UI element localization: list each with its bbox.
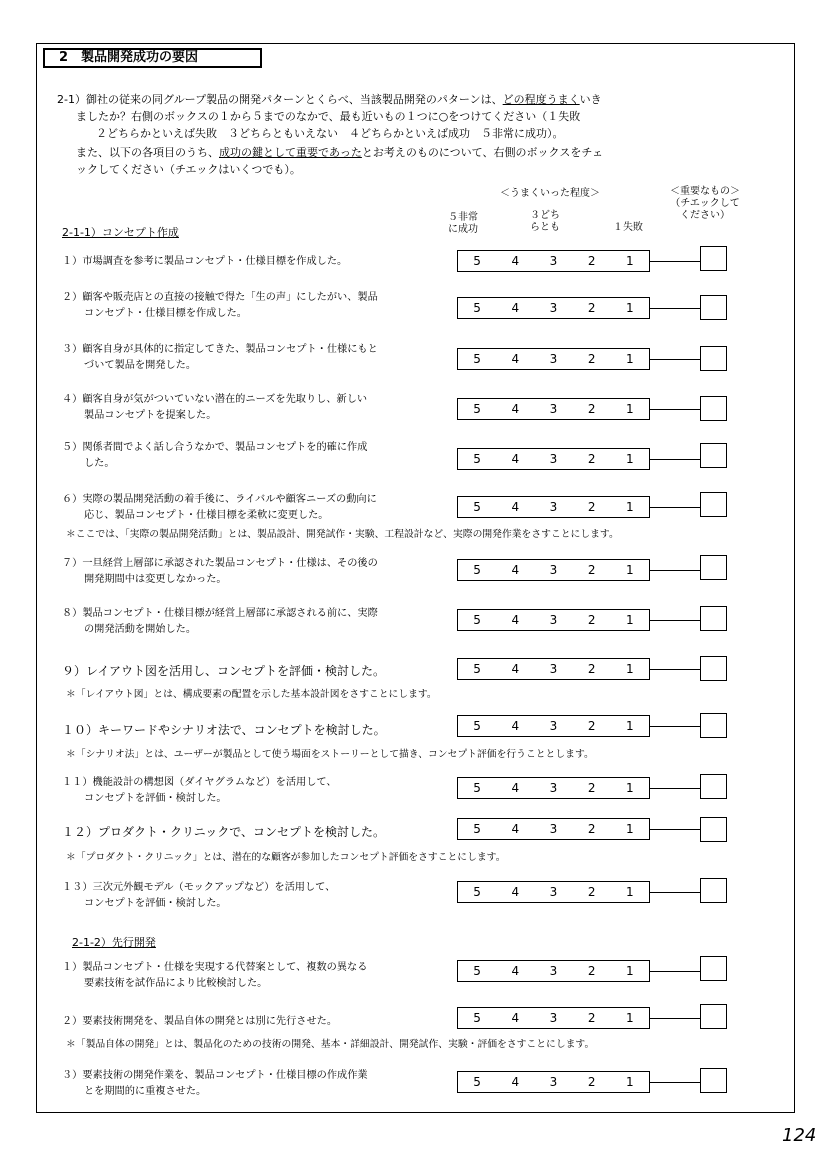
header-degree: ＜うまくいった程度＞: [500, 188, 600, 199]
rating-option-2[interactable]: 2: [587, 964, 596, 978]
question-text: [62, 775, 337, 807]
header-scale-1: １失敗: [613, 222, 643, 233]
rating-scale: [457, 1007, 650, 1029]
importance-checkbox[interactable]: [700, 878, 727, 903]
page-number: 124: [782, 1125, 817, 1146]
connector-line: [650, 359, 700, 360]
importance-checkbox[interactable]: [700, 555, 727, 580]
connector-line: [650, 261, 700, 262]
rating-option-2[interactable]: 2: [587, 352, 596, 366]
question-text: [62, 606, 378, 638]
rating-option-1[interactable]: 1: [626, 885, 634, 899]
intro-line-1: 2-1）御社の従来の同グループ製品の開発パターンとくらべ、当該製品開発のパターンは、どの程度うまくいき: [57, 93, 602, 106]
rating-option-1[interactable]: 1: [626, 301, 634, 315]
question-line-2: の開発活動を開始した。: [84, 624, 197, 635]
rating-option-3[interactable]: 3: [549, 500, 558, 514]
question-line-1: １）市場調査を参考に製品コンセプト・仕様目標を作成した。: [62, 256, 348, 267]
importance-checkbox[interactable]: [700, 956, 727, 981]
question-text: [62, 880, 335, 912]
note-dev-activity: ＊ここでは、「実際の製品開発活動」とは、製品設計、開発試作・実験、工程設計など、実際の開発作業をさすことにします。: [66, 529, 619, 540]
rating-option-4[interactable]: 4: [511, 613, 520, 627]
rating-scale: [457, 658, 650, 680]
question-line-1: ２）要素技術開発を、製品自体の開発とは別に先行させた。: [62, 1016, 338, 1027]
question-line-2: した。: [84, 458, 115, 469]
rating-option-5[interactable]: 5: [473, 1075, 481, 1089]
rating-option-2[interactable]: 2: [587, 402, 596, 416]
rating-scale: [457, 297, 650, 319]
question-line-1: １２）プロダクト・クリニックで、コンセプトを検討した。: [62, 825, 386, 839]
rating-option-3[interactable]: 3: [549, 352, 558, 366]
rating-option-4[interactable]: 4: [511, 1011, 520, 1025]
rating-option-5[interactable]: 5: [473, 781, 481, 795]
rating-option-1[interactable]: 1: [626, 500, 634, 514]
rating-option-4[interactable]: 4: [511, 822, 520, 836]
rating-option-2[interactable]: 2: [587, 781, 596, 795]
rating-option-4[interactable]: 4: [511, 885, 520, 899]
connector-line: [650, 507, 700, 508]
connector-line: [650, 459, 700, 460]
rating-option-2[interactable]: 2: [587, 885, 596, 899]
rating-option-4[interactable]: 4: [511, 1075, 520, 1089]
question-line-2: 開発期間中は変更しなかった。: [84, 574, 227, 585]
rating-option-2[interactable]: 2: [587, 563, 596, 577]
rating-option-2[interactable]: 2: [587, 452, 596, 466]
rating-option-1[interactable]: 1: [626, 352, 634, 366]
question-line-2: とを期間的に重複させた。: [84, 1086, 207, 1097]
rating-option-5[interactable]: 5: [473, 452, 481, 466]
rating-scale: [457, 818, 650, 840]
rating-scale: [457, 250, 650, 272]
importance-checkbox[interactable]: [700, 443, 727, 468]
connector-line: [650, 1018, 700, 1019]
rating-option-4[interactable]: 4: [511, 254, 520, 268]
rating-option-5[interactable]: 5: [473, 500, 481, 514]
rating-option-4[interactable]: 4: [511, 452, 520, 466]
rating-option-1[interactable]: 1: [626, 719, 634, 733]
rating-option-1[interactable]: 1: [626, 254, 634, 268]
importance-checkbox[interactable]: [700, 817, 727, 842]
question-text: [62, 722, 386, 738]
importance-checkbox[interactable]: [700, 656, 727, 681]
importance-checkbox[interactable]: [700, 606, 727, 631]
rating-option-2[interactable]: 2: [587, 1075, 596, 1089]
importance-checkbox[interactable]: [700, 346, 727, 371]
rating-option-5[interactable]: 5: [473, 254, 481, 268]
rating-option-3[interactable]: 3: [549, 563, 558, 577]
question-line-1: ３）要素技術の開発作業を、製品コンセプト・仕様目標の作成作業: [62, 1070, 368, 1081]
connector-line: [650, 620, 700, 621]
rating-option-2[interactable]: 2: [587, 719, 596, 733]
rating-option-1[interactable]: 1: [626, 964, 634, 978]
note-scenario: ＊「シナリオ法」とは、ユーザーが製品として使う場面をストーリーとして描き、コンセプト評価を行うこととします。: [66, 749, 594, 760]
connector-line: [650, 788, 700, 789]
rating-scale: [457, 448, 650, 470]
importance-checkbox[interactable]: [700, 492, 727, 517]
question-line-1: ４）顧客自身が気がついていない潜在的ニーズを先取りし、新しい: [62, 394, 368, 405]
connector-line: [650, 892, 700, 893]
rating-option-1[interactable]: 1: [626, 402, 634, 416]
rating-scale: [457, 1071, 650, 1093]
rating-option-1[interactable]: 1: [626, 662, 634, 676]
question-line-1: １０）キーワードやシナリオ法で、コンセプトを検討した。: [62, 723, 386, 737]
connector-line: [650, 409, 700, 410]
rating-option-3[interactable]: 3: [549, 613, 558, 627]
rating-option-3[interactable]: 3: [549, 964, 558, 978]
rating-option-3[interactable]: 3: [549, 781, 558, 795]
rating-option-4[interactable]: 4: [511, 402, 520, 416]
rating-option-5[interactable]: 5: [473, 301, 481, 315]
subsection-advance-dev: 2-1-2）先行開発: [72, 936, 156, 949]
rating-option-5[interactable]: 5: [473, 563, 481, 577]
question-line-1: １３）三次元外観モデル（モックアップなど）を活用して、: [62, 882, 336, 893]
connector-line: [650, 308, 700, 309]
rating-option-5[interactable]: 5: [473, 662, 481, 676]
rating-option-2[interactable]: 2: [587, 500, 596, 514]
rating-option-1[interactable]: 1: [626, 1075, 634, 1089]
rating-scale: [457, 496, 650, 518]
question-line-1: １）製品コンセプト・仕様を実現する代替案として、複数の異なる: [62, 962, 368, 973]
rating-option-1[interactable]: 1: [626, 1011, 634, 1025]
rating-option-2[interactable]: 2: [587, 662, 596, 676]
importance-checkbox[interactable]: [700, 246, 727, 271]
rating-option-3[interactable]: 3: [549, 1075, 558, 1089]
rating-option-3[interactable]: 3: [549, 301, 558, 315]
question-line-2: づいて製品を開発した。: [84, 360, 197, 371]
rating-scale: [457, 348, 650, 370]
intro-line-2: ましたか？右側のボックスの１から５までのなかで、最も近いもの１つに○をつけてください（１失敗: [76, 110, 581, 123]
intro-line-5: ックしてください（チエックはいくつでも）。: [76, 163, 301, 176]
header-scale-5: ５非常 に成功: [448, 212, 478, 235]
rating-option-2[interactable]: 2: [587, 1011, 596, 1025]
rating-option-2[interactable]: 2: [587, 613, 596, 627]
rating-option-1[interactable]: 1: [626, 613, 634, 627]
question-text: [62, 254, 347, 270]
rating-option-2[interactable]: 2: [587, 822, 596, 836]
rating-option-5[interactable]: 5: [473, 885, 481, 899]
rating-scale: [457, 398, 650, 420]
note-layout: ＊「レイアウト図」とは、構成要素の配置を示した基本設計図をさすことにします。: [66, 689, 437, 700]
rating-option-4[interactable]: 4: [511, 301, 520, 315]
header-important: ＜重要なもの＞ （チエックして ください）: [670, 186, 740, 221]
rating-option-1[interactable]: 1: [626, 563, 634, 577]
rating-option-5[interactable]: 5: [473, 352, 481, 366]
importance-checkbox[interactable]: [700, 1068, 727, 1093]
section-title: 2 製品開発成功の要因: [43, 48, 262, 68]
importance-checkbox[interactable]: [700, 1004, 727, 1029]
rating-option-4[interactable]: 4: [511, 352, 520, 366]
header-scale-3: ３どち らとも: [530, 210, 560, 233]
rating-option-5[interactable]: 5: [473, 719, 481, 733]
question-text: [62, 1014, 337, 1030]
rating-option-3[interactable]: 3: [549, 885, 558, 899]
importance-checkbox[interactable]: [700, 774, 727, 799]
rating-option-2[interactable]: 2: [587, 301, 596, 315]
rating-option-4[interactable]: 4: [511, 662, 520, 676]
subsection-concept: 2-1-1）コンセプト作成: [62, 226, 179, 239]
question-line-1: １１）機能設計の構想図（ダイヤグラムなど）を活用して、: [62, 777, 337, 788]
question-line-2: 要素技術を試作品により比較検討した。: [84, 978, 268, 989]
question-text: [62, 492, 377, 524]
question-text: [62, 556, 378, 588]
note-product-clinic: ＊「プロダクト・クリニック」とは、潜在的な顧客が参加したコンセプト評価をさすことにします。: [66, 852, 506, 863]
rating-option-5[interactable]: 5: [473, 402, 481, 416]
rating-option-3[interactable]: 3: [549, 254, 558, 268]
rating-scale: [457, 559, 650, 581]
connector-line: [650, 570, 700, 571]
rating-option-3[interactable]: 3: [549, 822, 558, 836]
question-line-1: ８）製品コンセプト・仕様目標が経営上層部に承認される前に、実際: [62, 608, 378, 619]
connector-line: [650, 726, 700, 727]
question-line-2: コンセプトを評価・検討した。: [84, 793, 227, 804]
intro-line-4: また、以下の各項目のうち、成功の鍵として重要であったとお考えのものについて、右側のボックスをチェ: [76, 146, 604, 159]
rating-option-5[interactable]: 5: [473, 964, 481, 978]
importance-checkbox[interactable]: [700, 713, 727, 738]
connector-line: [650, 669, 700, 670]
question-line-1: ６）実際の製品開発活動の着手後に、ライバルや顧客ニーズの動向に: [62, 494, 377, 505]
connector-line: [650, 829, 700, 830]
rating-option-5[interactable]: 5: [473, 1011, 481, 1025]
question-text: [62, 1068, 368, 1100]
question-line-2: コンセプトを評価・検討した。: [84, 898, 227, 909]
question-line-1: ２）顧客や販売店との直接の接触で得た「生の声」にしたがい、製品: [62, 292, 378, 303]
rating-scale: [457, 609, 650, 631]
question-text: [62, 290, 378, 322]
rating-scale: [457, 777, 650, 799]
rating-option-4[interactable]: 4: [511, 719, 520, 733]
question-text: [62, 342, 378, 374]
rating-option-3[interactable]: 3: [549, 452, 558, 466]
rating-option-5[interactable]: 5: [473, 613, 481, 627]
rating-option-2[interactable]: 2: [587, 254, 596, 268]
question-text: [62, 440, 367, 472]
rating-option-3[interactable]: 3: [549, 719, 558, 733]
question-line-1: ３）顧客自身が具体的に指定してきた、製品コンセプト・仕様にもと: [62, 344, 378, 355]
rating-option-4[interactable]: 4: [511, 781, 520, 795]
question-text: [62, 960, 367, 992]
question-line-2: 応じ、製品コンセプト・仕様目標を柔軟に変更した。: [84, 510, 329, 521]
rating-option-1[interactable]: 1: [626, 822, 634, 836]
question-line-1: ９）レイアウト図を活用し、コンセプトを評価・検討した。: [62, 664, 386, 678]
question-line-2: コンセプト・仕様目標を作成した。: [84, 308, 247, 319]
note-product-dev: ＊「製品自体の開発」とは、製品化のための技術の開発、基本・詳細設計、開発試作、実験・評価をさすことにします。: [66, 1039, 595, 1050]
question-text: [62, 392, 367, 424]
rating-scale: [457, 881, 650, 903]
rating-option-4[interactable]: 4: [511, 500, 520, 514]
rating-option-3[interactable]: 3: [549, 1011, 558, 1025]
rating-scale: [457, 715, 650, 737]
question-line-2: 製品コンセプトを提案した。: [84, 410, 217, 421]
importance-checkbox[interactable]: [700, 396, 727, 421]
connector-line: [650, 971, 700, 972]
rating-option-1[interactable]: 1: [626, 452, 634, 466]
rating-option-4[interactable]: 4: [511, 964, 520, 978]
question-text: [62, 663, 385, 679]
rating-option-5[interactable]: 5: [473, 822, 481, 836]
rating-scale: [457, 960, 650, 982]
rating-option-1[interactable]: 1: [626, 781, 634, 795]
question-line-1: ７）一旦経営上層部に承認された製品コンセプト・仕様は、その後の: [62, 558, 378, 569]
rating-option-3[interactable]: 3: [549, 662, 558, 676]
connector-line: [650, 1082, 700, 1083]
intro-line-3: ２どちらかといえば失敗 ３どちらともいえない ４どちらかといえば成功 ５非常に成功）。: [96, 127, 564, 140]
rating-option-4[interactable]: 4: [511, 563, 520, 577]
question-text: [62, 824, 385, 840]
importance-checkbox[interactable]: [700, 295, 727, 320]
rating-option-3[interactable]: 3: [549, 402, 558, 416]
question-line-1: ５）関係者間でよく話し合うなかで、製品コンセプトを的確に作成: [62, 442, 368, 453]
